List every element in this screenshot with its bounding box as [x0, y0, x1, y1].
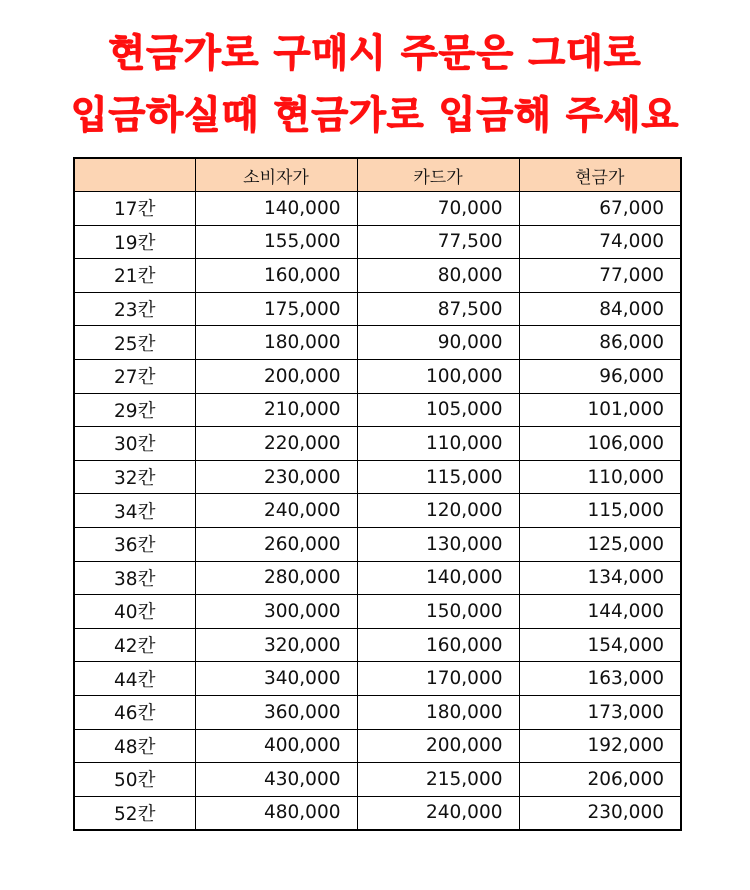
- table-row: [74, 427, 681, 461]
- cell-retail-price: 360,000: [195, 695, 357, 729]
- cell-retail-price: 230,000: [195, 460, 357, 494]
- cell-card-price: 70,000: [357, 192, 519, 226]
- cell-size: 21칸: [74, 259, 195, 293]
- cell-retail-price: 160,000: [195, 259, 357, 293]
- cell-size: 48칸: [74, 729, 195, 763]
- cell-card-price: 150,000: [357, 595, 519, 629]
- table-row: [74, 494, 681, 528]
- cell-retail-price: 300,000: [195, 595, 357, 629]
- table-row: [74, 393, 681, 427]
- cell-retail-price: 200,000: [195, 359, 357, 393]
- cell-retail-price: 180,000: [195, 326, 357, 360]
- price-table: [73, 157, 682, 831]
- cell-cash-price: 74,000: [519, 225, 681, 259]
- cell-cash-price: 154,000: [519, 628, 681, 662]
- payment-notice: [0, 22, 750, 146]
- table-row: [74, 527, 681, 561]
- cell-card-price: 77,500: [357, 225, 519, 259]
- header-retail-price: 소비자가: [195, 158, 357, 192]
- cell-cash-price: 173,000: [519, 695, 681, 729]
- price-table-header: [74, 158, 681, 192]
- cell-card-price: 180,000: [357, 695, 519, 729]
- cell-size: 38칸: [74, 561, 195, 595]
- cell-size: 17칸: [74, 192, 195, 226]
- table-row: [74, 292, 681, 326]
- notice-line-1: 현금가로 구매시 주문은 그대로: [108, 31, 642, 75]
- cell-card-price: 140,000: [357, 561, 519, 595]
- cell-size: 52칸: [74, 796, 195, 830]
- cell-retail-price: 140,000: [195, 192, 357, 226]
- cell-size: 42칸: [74, 628, 195, 662]
- cell-size: 23칸: [74, 292, 195, 326]
- cell-cash-price: 110,000: [519, 460, 681, 494]
- table-row: [74, 259, 681, 293]
- cell-size: 19칸: [74, 225, 195, 259]
- cell-cash-price: 206,000: [519, 763, 681, 797]
- cell-card-price: 87,500: [357, 292, 519, 326]
- cell-cash-price: 115,000: [519, 494, 681, 528]
- cell-card-price: 90,000: [357, 326, 519, 360]
- table-row: [74, 796, 681, 830]
- cell-cash-price: 144,000: [519, 595, 681, 629]
- cell-size: 44칸: [74, 662, 195, 696]
- cell-cash-price: 84,000: [519, 292, 681, 326]
- cell-retail-price: 280,000: [195, 561, 357, 595]
- cell-card-price: 105,000: [357, 393, 519, 427]
- cell-card-price: 160,000: [357, 628, 519, 662]
- cell-cash-price: 101,000: [519, 393, 681, 427]
- cell-size: 50칸: [74, 763, 195, 797]
- notice-line-2: 입금하실때 현금가로 입금해 주세요: [70, 93, 680, 137]
- cell-size: 25칸: [74, 326, 195, 360]
- cell-card-price: 120,000: [357, 494, 519, 528]
- cell-cash-price: 77,000: [519, 259, 681, 293]
- cell-card-price: 200,000: [357, 729, 519, 763]
- cell-retail-price: 220,000: [195, 427, 357, 461]
- cell-size: 32칸: [74, 460, 195, 494]
- cell-size: 46칸: [74, 695, 195, 729]
- cell-cash-price: 96,000: [519, 359, 681, 393]
- table-row: [74, 225, 681, 259]
- table-row: [74, 729, 681, 763]
- table-row: [74, 192, 681, 226]
- cell-cash-price: 163,000: [519, 662, 681, 696]
- cell-retail-price: 260,000: [195, 527, 357, 561]
- cell-retail-price: 240,000: [195, 494, 357, 528]
- table-row: [74, 695, 681, 729]
- cell-card-price: 110,000: [357, 427, 519, 461]
- table-row: [74, 561, 681, 595]
- cell-retail-price: 400,000: [195, 729, 357, 763]
- table-row: [74, 326, 681, 360]
- price-table-body: [74, 192, 681, 831]
- cell-retail-price: 340,000: [195, 662, 357, 696]
- header-cash-price: 현금가: [519, 158, 681, 192]
- cell-card-price: 215,000: [357, 763, 519, 797]
- header-size: [74, 158, 195, 192]
- table-row: [74, 763, 681, 797]
- cell-card-price: 240,000: [357, 796, 519, 830]
- cell-card-price: 130,000: [357, 527, 519, 561]
- cell-retail-price: 210,000: [195, 393, 357, 427]
- cell-cash-price: 125,000: [519, 527, 681, 561]
- cell-cash-price: 106,000: [519, 427, 681, 461]
- header-row: [74, 158, 681, 192]
- cell-card-price: 100,000: [357, 359, 519, 393]
- table-row: [74, 628, 681, 662]
- cell-retail-price: 430,000: [195, 763, 357, 797]
- cell-size: 40칸: [74, 595, 195, 629]
- header-card-price: 카드가: [357, 158, 519, 192]
- cell-retail-price: 155,000: [195, 225, 357, 259]
- cell-size: 36칸: [74, 527, 195, 561]
- cell-size: 29칸: [74, 393, 195, 427]
- table-row: [74, 662, 681, 696]
- cell-retail-price: 480,000: [195, 796, 357, 830]
- cell-retail-price: 175,000: [195, 292, 357, 326]
- table-row: [74, 460, 681, 494]
- cell-size: 27칸: [74, 359, 195, 393]
- cell-size: 30칸: [74, 427, 195, 461]
- table-row: [74, 359, 681, 393]
- cell-retail-price: 320,000: [195, 628, 357, 662]
- cell-card-price: 80,000: [357, 259, 519, 293]
- cell-cash-price: 192,000: [519, 729, 681, 763]
- cell-card-price: 170,000: [357, 662, 519, 696]
- table-row: [74, 595, 681, 629]
- cell-cash-price: 67,000: [519, 192, 681, 226]
- cell-cash-price: 230,000: [519, 796, 681, 830]
- cell-cash-price: 86,000: [519, 326, 681, 360]
- cell-card-price: 115,000: [357, 460, 519, 494]
- cell-size: 34칸: [74, 494, 195, 528]
- cell-cash-price: 134,000: [519, 561, 681, 595]
